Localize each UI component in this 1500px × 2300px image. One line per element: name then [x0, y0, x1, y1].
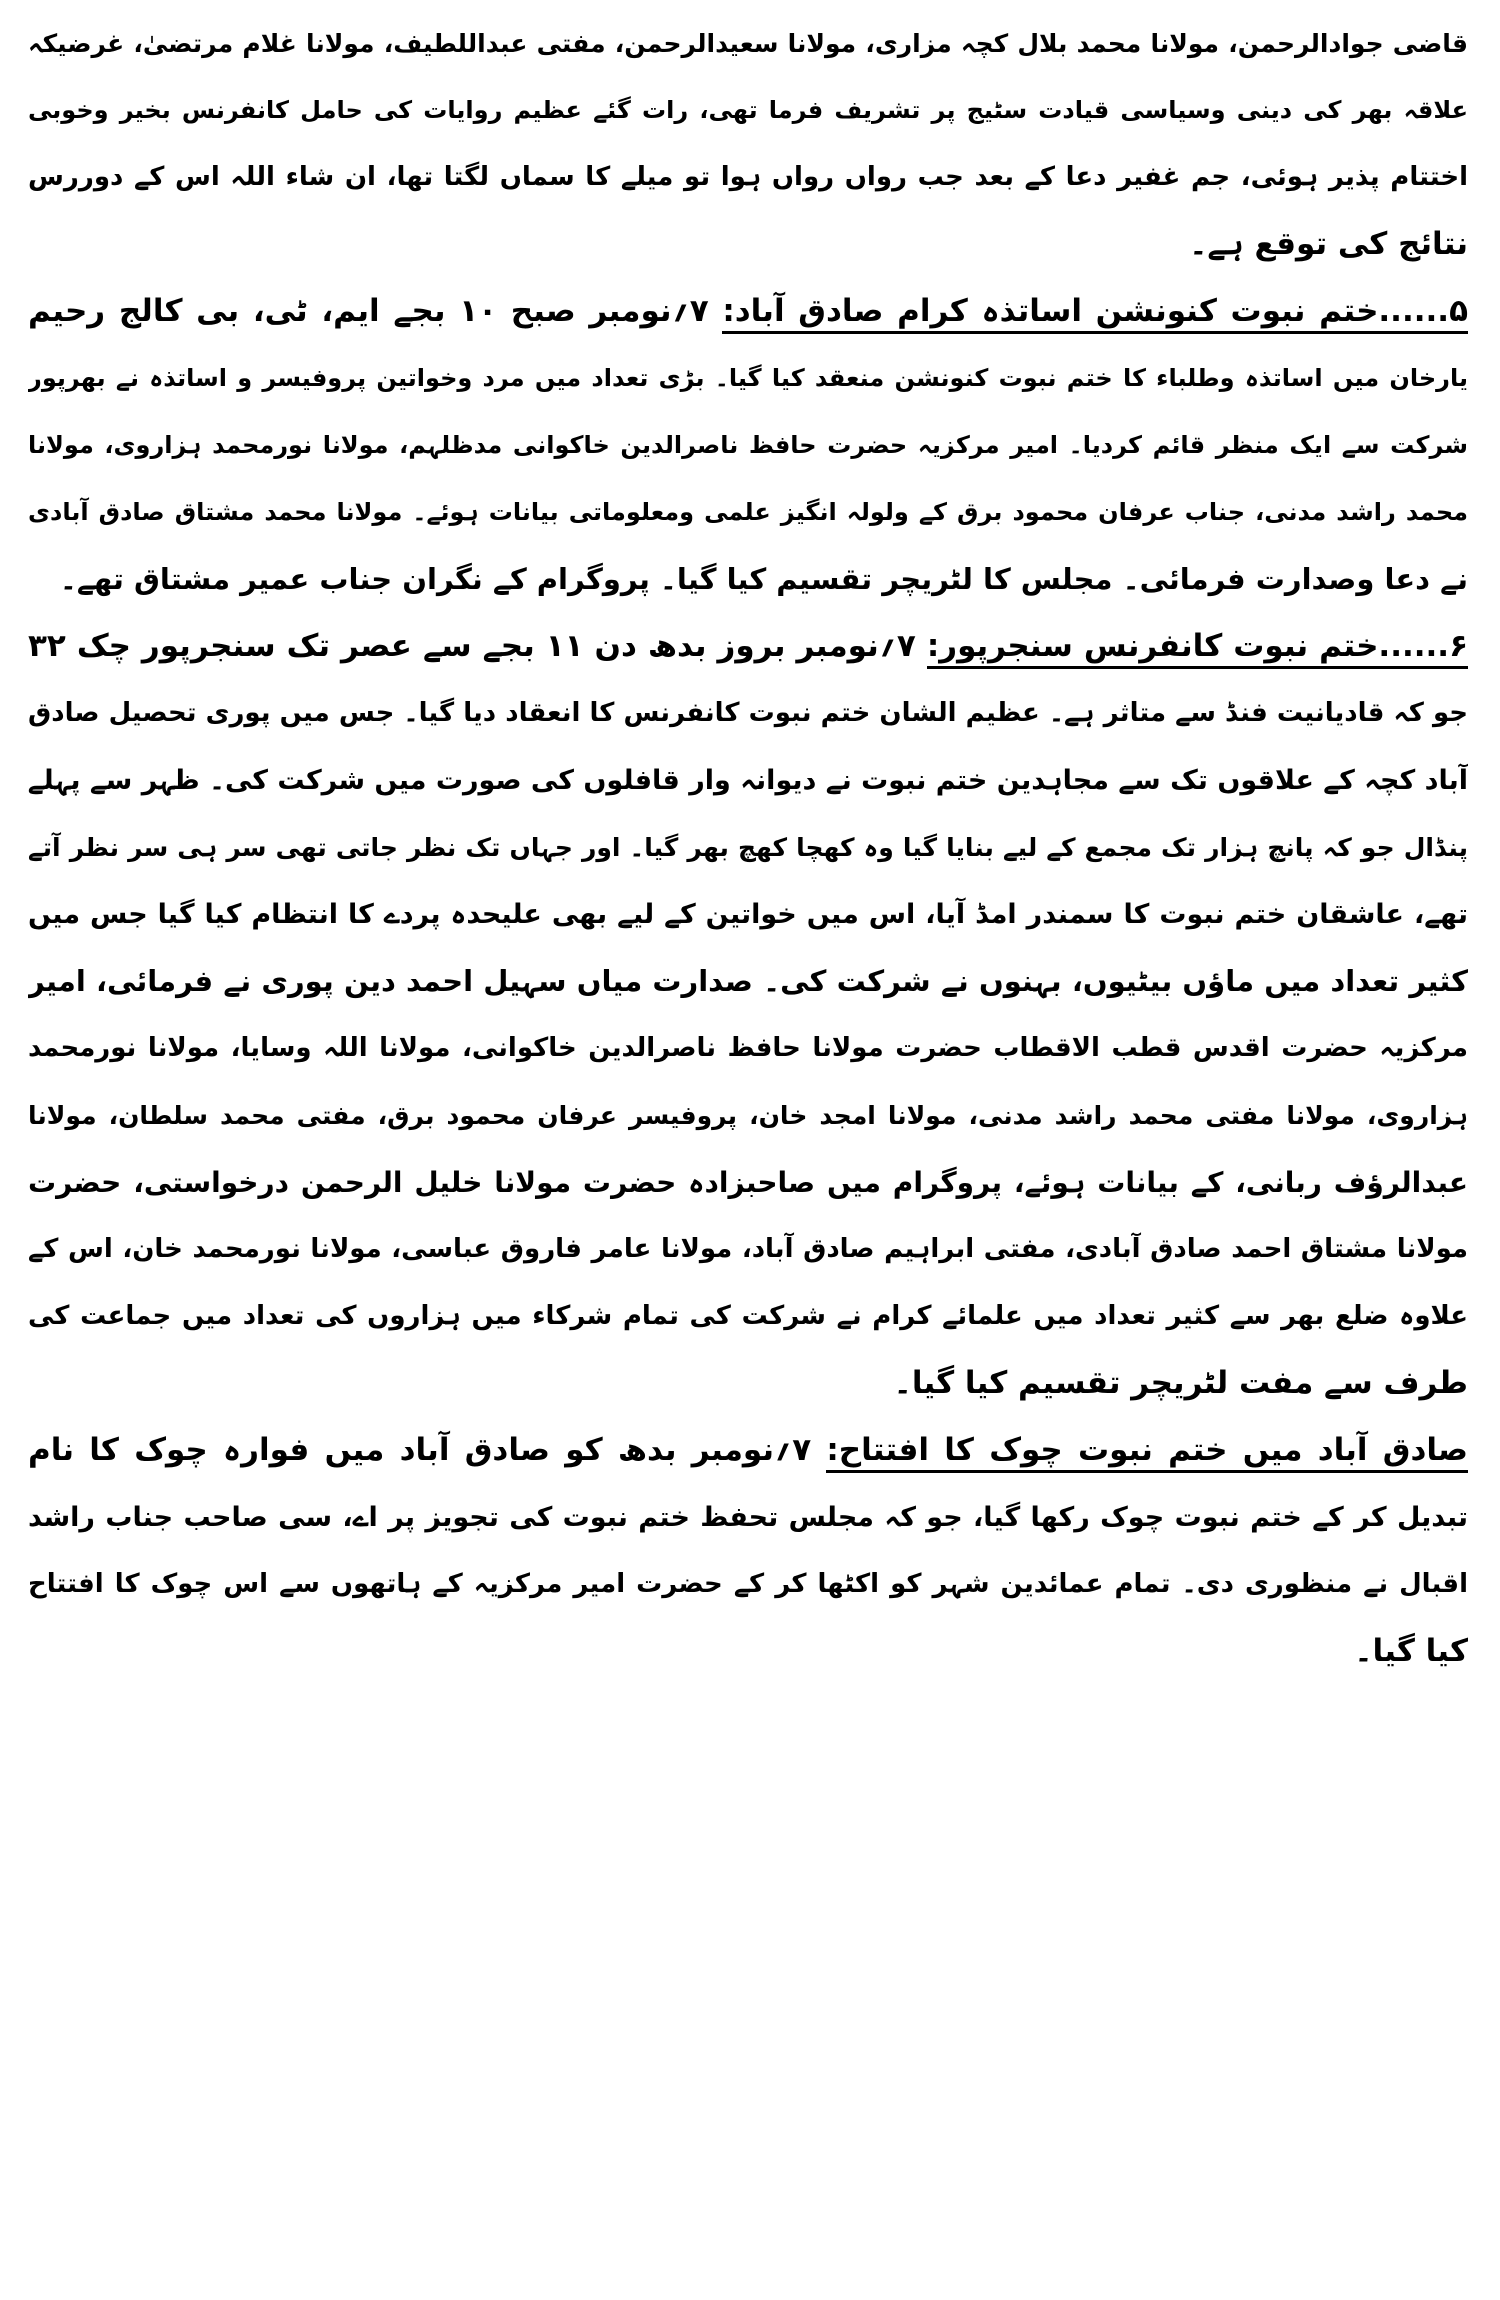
- paragraph-p2: [28, 278, 1468, 613]
- line-text: جو کہ قادیانیت فنڈ سے متاثر ہے۔ عظیم الشان ختم نبوت کانفرنس کا انعقاد دیا گیا۔ جس میں پوری تحصیل صادق: [28, 698, 1468, 728]
- text-line: [28, 881, 1468, 948]
- text-line: [28, 1551, 1468, 1618]
- text-line: [28, 1350, 1468, 1417]
- line-text: تھے، عاشقان ختم نبوت کا سمندر امڈ آیا، اس میں خواتین کے لیے بھی علیحدہ پردے کا انتظام کیا گیا جس میں: [28, 899, 1468, 930]
- text-line: [28, 948, 1468, 1015]
- line-text: یارخان میں اساتذہ وطلباء کا ختم نبوت کنونشن منعقد کیا گیا۔ بڑی تعداد میں مرد وخواتین پروفیسر و اساتذہ نے بھرپور: [28, 364, 1468, 392]
- line-text: کثیر تعداد میں ماؤں بیٹیوں، بہنوں نے شرکت کی۔ صدارت میاں سہیل احمد دین پوری نے فرمائی، امیر: [28, 964, 1468, 998]
- line-text: ہزاروی، مولانا مفتی محمد راشد مدنی، مولانا امجد خان، پروفیسر عرفان محمود برق، مفتی محمد سلطان، مولانا: [28, 1101, 1468, 1130]
- paragraph-p1: [28, 10, 1468, 278]
- line-text: پنڈال جو کہ پانچ ہزار تک مجمع کے لیے بنایا گیا وہ کھچا کھچ بھر گیا۔ اور جہاں تک نظر جاتی تھی سر ہی سر نظر آتے: [28, 833, 1468, 862]
- text-line: [28, 1283, 1468, 1350]
- line-text: محمد راشد مدنی، جناب عرفان محمود برق کے ولولہ انگیز علمی ومعلوماتی بیانات ہوئے۔ مولانا محمد مشتاق صادق آبادی: [28, 498, 1468, 526]
- line-text: مولانا مشتاق احمد صادق آبادی، مفتی ابراہیم صادق آباد، مولانا عامر فاروق عباسی، مولانا نورمحمد خان، اس کے: [28, 1234, 1468, 1264]
- text-line: [28, 345, 1468, 412]
- text-line: [28, 144, 1468, 211]
- text-line: [28, 814, 1468, 881]
- line-text: شرکت سے ایک منظر قائم کردیا۔ امیر مرکزیہ حضرت حافظ ناصرالدین خاکوانی مدظلہم، مولانا نورمحمد ہزاروی، مولانا: [28, 431, 1468, 459]
- document-page: [28, 10, 1468, 2290]
- line-text: مرکزیہ حضرت اقدس قطب الاقطاب حضرت مولانا حافظ ناصرالدین خاکوانی، مولانا اللہ وسایا، مولانا نورمحمد: [28, 1033, 1468, 1063]
- line-text: ۷؍نومبر بروز بدھ دن ۱۱ بجے سے عصر تک سنجرپور چک ۳۲: [28, 628, 927, 664]
- text-line: [28, 412, 1468, 479]
- text-line: [28, 1149, 1468, 1216]
- text-line: [28, 10, 1468, 77]
- text-line: [28, 680, 1468, 747]
- text-line: [28, 1082, 1468, 1149]
- line-text: عبدالرؤف ربانی، کے بیانات ہوئے، پروگرام میں صاحبزادہ حضرت مولانا خلیل الرحمن درخواستی، حضرت: [28, 1166, 1468, 1199]
- text-line: [28, 1216, 1468, 1283]
- line-text: ۷؍نومبر صبح ۱۰ بجے ایم، ٹی، بی کالج رحیم: [28, 293, 723, 329]
- line-text: قاضی جوادالرحمن، مولانا محمد بلال کچہ مزاری، مولانا سعیدالرحمن، مفتی عبداللطیف، مولانا غلام مرتضیٰ، غرضیکہ: [28, 29, 1468, 58]
- text-line: [28, 211, 1468, 278]
- text-line: [28, 1417, 1468, 1484]
- line-text: نے دعا وصدارت فرمائی۔ مجلس کا لٹریچر تقسیم کیا گیا۔ پروگرام کے نگران جناب عمیر مشتاق تھے۔: [59, 562, 1468, 596]
- line-text: اختتام پذیر ہوئی، جم غفیر دعا کے بعد جب رواں رواں ہوا تو میلے کا سماں لگتا تھا، ان شاء اللہ اس کے دوررس: [28, 162, 1468, 192]
- line-text: طرف سے مفت لٹریچر تقسیم کیا گیا۔: [893, 1365, 1468, 1401]
- line-text: تبدیل کر کے ختم نبوت چوک رکھا گیا، جو کہ مجلس تحفظ ختم نبوت کی تجویز پر اے، سی صاحب جناب راشد: [28, 1502, 1468, 1533]
- text-line: [28, 1015, 1468, 1082]
- paragraph-p4: [28, 1417, 1468, 1685]
- text-line: [28, 613, 1468, 680]
- text-line: [28, 278, 1468, 345]
- line-text: نتائج کی توقع ہے۔: [1189, 226, 1468, 262]
- section-heading: ۶......ختم نبوت کانفرنس سنجرپور:: [927, 628, 1468, 669]
- section-heading: ۵......ختم نبوت کنونشن اساتذہ کرام صادق آباد:: [722, 293, 1468, 334]
- text-line: [28, 747, 1468, 814]
- text-line: [28, 1618, 1468, 1685]
- section-heading: صادق آباد میں ختم نبوت چوک کا افتتاح:: [826, 1432, 1468, 1473]
- text-line: [28, 1484, 1468, 1551]
- line-text: علاقہ بھر کی دینی وسیاسی قیادت سٹیج پر تشریف فرما تھی، رات گئے عظیم روایات کی حامل کانفرنس بخیر وخوبی: [28, 96, 1468, 124]
- line-text: کیا گیا۔: [1354, 1633, 1468, 1669]
- line-text: آباد کچہ کے علاقوں تک سے مجاہدین ختم نبوت نے دیوانہ وار قافلوں کی صورت میں شرکت کی۔ ظہر سے پہلے: [28, 765, 1468, 796]
- line-text: اقبال نے منظوری دی۔ تمام عمائدین شہر کو اکٹھا کر کے حضرت امیر مرکزیہ کے ہاتھوں سے اس چوک کا افتتاح: [28, 1569, 1468, 1599]
- line-text: علاوہ ضلع بھر سے کثیر تعداد میں علمائے کرام نے شرکت کی تمام شرکاء میں ہزاروں کی تعداد میں جماعت کی: [28, 1301, 1468, 1331]
- text-line: [28, 77, 1468, 144]
- text-line: [28, 546, 1468, 613]
- paragraph-p3: [28, 613, 1468, 1417]
- line-text: ۷؍نومبر بدھ کو صادق آباد میں فوارہ چوک کا نام: [28, 1432, 827, 1468]
- text-line: [28, 479, 1468, 546]
